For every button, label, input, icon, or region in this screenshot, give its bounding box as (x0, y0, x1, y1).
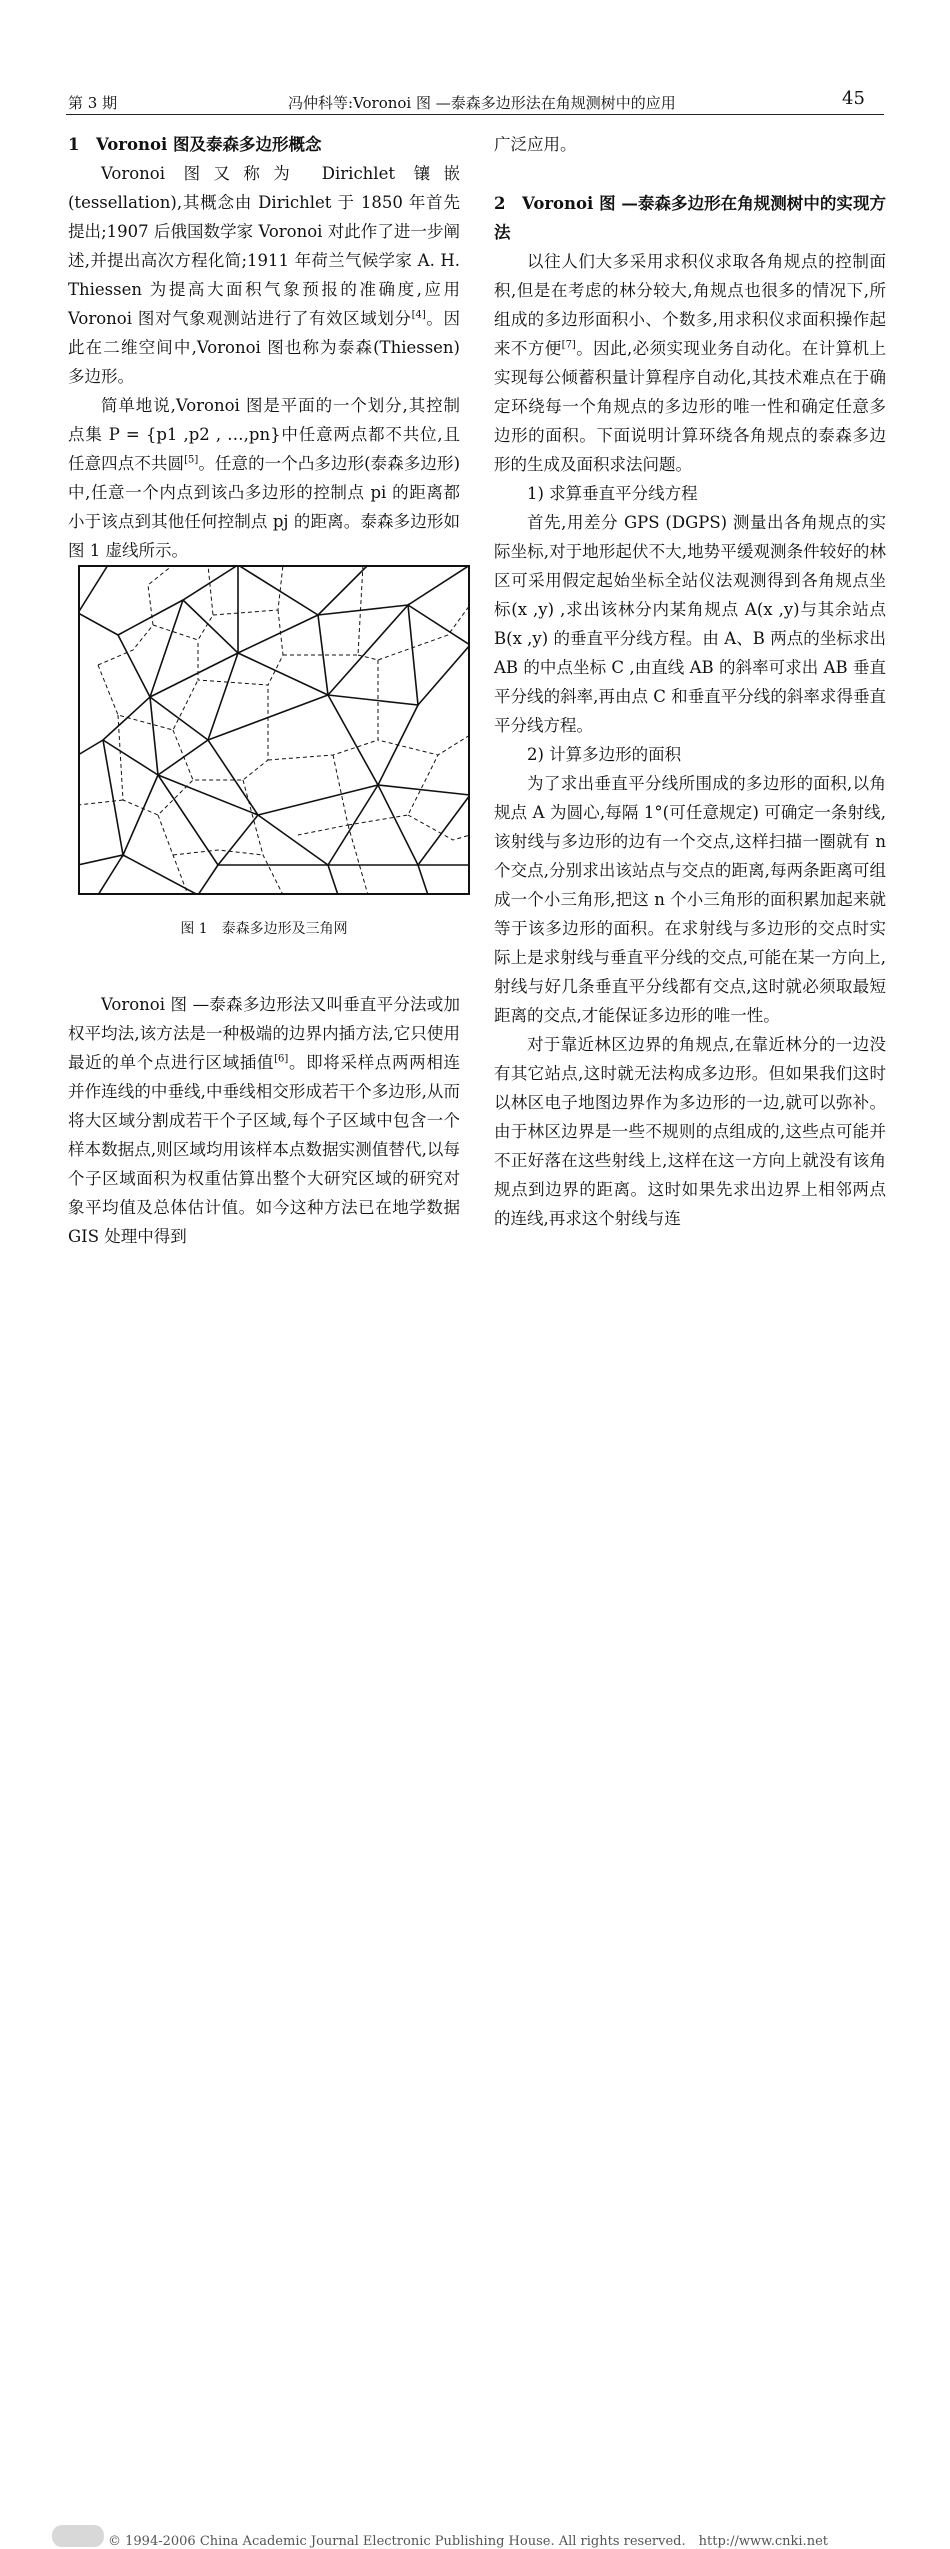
paragraph: Voronoi 图 —泰森多边形法又叫垂直平分法或加权平均法,该方法是一种极端的边界内插方法,它只使用最近的单个点进行区域插值[6]。即将采样点两两相连并作连线的中垂线,中垂线相交形成若干个多边形,从而将大区域分割成若干个子区域,每个子区域中包含一个样本数据点,则区域均用该样本点数据实测值替代,以每个子区域面积为权重估算出整个大研究区域的研究对象平均值及总体估计值。如今这种方法已在地学数据 GIS 处理中得到 (68, 995, 461, 1246)
paragraph: Voronoi 图又称为 Dirichlet 镶嵌(tessellation),其概念由 Dirichlet 于 1850 年首先提出;1907 后俄国数学家 Voronoi 对此作了进一步阐述,并提出高次方程化简;1911 年荷兰气候学家 A. H. Thiessen 为提高大面积气象预报的准确度,应用 Voronoi 图对气象观测站进行了有效区域划分[4]。因此在二维空间中,Voronoi 图也称为泰森(Thiessen)多边形。 (68, 164, 460, 386)
figure-caption: 图 1 泰森多边形及三角网 (180, 921, 348, 937)
section-heading-2: 2 Voronoi 图 —泰森多边形在角规测树中的实现方法 (494, 194, 886, 242)
header-rule (66, 114, 884, 115)
paragraph: 以往人们大多采用求积仪求取各角规点的控制面积,但是在考虑的林分较大,角规点也很多的情况下,所组成的多边形面积小、个数多,用求积仪求面积操作起来不方便[7]。因此,必须实现业务自动化。在计算机上实现每公倾蓄积量计算程序自动化,其技术难点在于确定环绕每一个角规点的多边形的唯一性和确定任意多边形的面积。下面说明计算环绕各角规点的泰森多边形的生成及面积求法问题。 (494, 252, 887, 474)
paragraph: 首先,用差分 GPS (DGPS) 测量出各角规点的实际坐标,对于地形起伏不大,地势平缓观测条件较好的林区可采用假定起始坐标全站仪法观测得到各角规点坐标(x ,y) ,求出该林分内某角规点 A(x ,y)与其余站点 B(x ,y) 的垂直平分线方程。由 A、B 两点的坐标求出 AB 的中点坐标 C ,由直线 AB 的斜率可求出 AB 垂直平分线的斜率,再由点 C 和垂直平分线的斜率求得垂直平分线方程。 (494, 513, 886, 735)
triangulation-lines (78, 565, 470, 895)
cnki-logo-icon (52, 2525, 104, 2547)
right-column (494, 130, 886, 1233)
left-column-continued (68, 990, 460, 1251)
subheading: 2) 计算多边形的面积 (527, 745, 682, 764)
copyright-text: © 1994-2006 China Academic Journal Electronic Publishing House. All rights reserved. http://www.cnki.net (108, 2534, 828, 2549)
paragraph: 为了求出垂直平分线所围成的多边形的面积,以角规点 A 为圆心,每隔 1°(可任意规定) 可确定一条射线,该射线与多边形的边有一个交点,这样扫描一圈就有 n 个交点,分别求出该站点与交点的距离,每两条距离可组成一个小三角形,把这 n 个小三角形的面积累加起来就等于该多边形的面积。在求射线与多边形的交点时实际上是求射线与垂直平分线的交点,可能在某一方向上,射线与好几条垂直平分线都有交点,这时就必须取最短距离的交点,才能保证多边形的唯一性。 (494, 774, 886, 1025)
page-header (0, 0, 950, 110)
spacer (494, 159, 886, 189)
running-title: 冯仲科等:Voronoi 图 —泰森多边形法在角规测树中的应用 (288, 94, 676, 112)
paragraph-continued: 广泛应用。 (494, 135, 577, 154)
figure-border (79, 566, 469, 894)
subheading: 1) 求算垂直平分线方程 (527, 484, 698, 503)
page-footer (0, 1262, 950, 2549)
voronoi-figure (78, 565, 470, 895)
left-column (68, 130, 460, 565)
paragraph: 简单地说,Voronoi 图是平面的一个划分,其控制点集 P = {p1 ,p2 , …,pn}中任意两点都不共位,且任意四点不共圆[5]。任意的一个凸多边形(泰森多边形)中,任意一个内点到该凸多边形的控制点 pi 的距离都小于该点到其他任何控制点 pj 的距离。泰森多边形如图 1 虚线所示。 (68, 396, 461, 560)
paragraph: 对于靠近林区边界的角规点,在靠近林分的一边没有其它站点,这时就无法构成多边形。但如果我们这时以林区电子地图边界作为多边形的一边,就可以弥补。由于林区边界是一些不规则的点组成的,这些点可能并不正好落在这些射线上,这样在这一方向上就没有该角规点到边界的距离。这时如果先求出边界上相邻两点的连线,再求这个射线与连 (494, 1035, 886, 1228)
section-heading-1: 1 Voronoi 图及泰森多边形概念 (68, 135, 322, 154)
thiessen-polygons (78, 565, 470, 895)
page-number: 45 (842, 88, 865, 109)
issue-number: 第 3 期 (68, 94, 118, 112)
